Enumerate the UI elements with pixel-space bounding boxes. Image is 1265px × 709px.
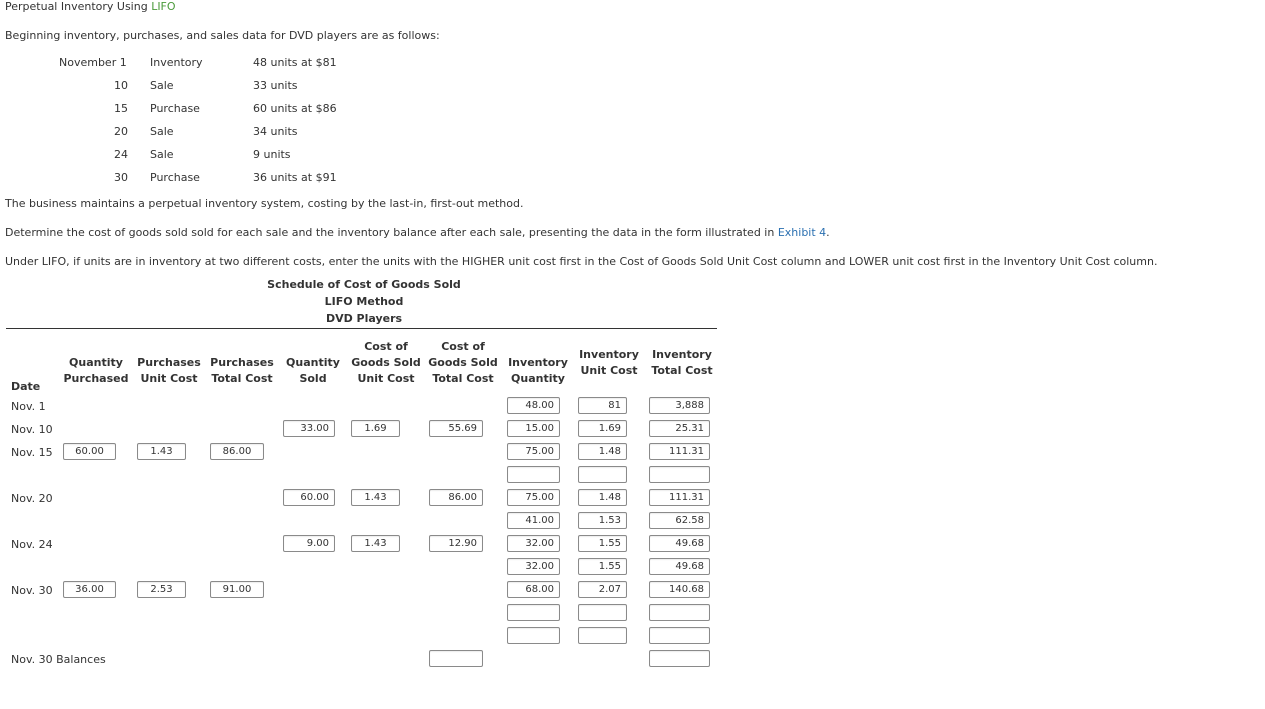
header-line: Unit Cost: [357, 372, 415, 385]
instruction-prefix: Determine the cost of goods sold sold for each sale and the inventory balance after each sale, presenting the data in the form illustrated in: [5, 226, 778, 239]
inv-total-balance-input[interactable]: [649, 650, 710, 667]
data-type: Sale: [150, 79, 174, 92]
purch-total-cost-input[interactable]: [210, 443, 264, 460]
header-line: Total Cost: [211, 372, 273, 385]
inv-unit-cost-input[interactable]: [578, 627, 627, 644]
cogs-total-balance-input[interactable]: [429, 650, 483, 667]
inv-qty-input[interactable]: [507, 420, 560, 437]
data-type: Sale: [150, 148, 174, 161]
inv-unit-cost-input[interactable]: [578, 466, 627, 483]
inv-unit-cost-input[interactable]: [578, 397, 627, 414]
row-label-nov30: Nov. 30: [11, 584, 53, 597]
header-line: Quantity: [69, 356, 123, 369]
data-type: Sale: [150, 125, 174, 138]
data-date: 20: [114, 125, 128, 138]
header-line: Sold: [299, 372, 327, 385]
header-line: Goods Sold: [428, 356, 498, 369]
cogs-unit-cost-input[interactable]: [351, 420, 400, 437]
cogs-unit-cost-input[interactable]: [351, 535, 400, 552]
col-header-date: Date: [11, 380, 41, 393]
inv-unit-cost-input[interactable]: [578, 443, 627, 460]
inv-total-cost-input[interactable]: [649, 535, 710, 552]
header-line: Cost of: [441, 340, 485, 353]
inv-qty-input[interactable]: [507, 604, 560, 621]
header-line: Purchases: [137, 356, 201, 369]
purch-unit-cost-input[interactable]: [137, 443, 186, 460]
purch-unit-cost-input[interactable]: [137, 581, 186, 598]
inv-total-cost-input[interactable]: [649, 512, 710, 529]
data-detail: 34 units: [253, 125, 298, 138]
header-line: Total Cost: [432, 372, 494, 385]
intro-text: Beginning inventory, purchases, and sales data for DVD players are as follows:: [5, 29, 440, 42]
inv-unit-cost-input[interactable]: [578, 512, 627, 529]
header-line: Cost of: [364, 340, 408, 353]
data-detail: 33 units: [253, 79, 298, 92]
header-line: Unit Cost: [580, 364, 638, 377]
row-label-nov15: Nov. 15: [11, 446, 53, 459]
inv-total-cost-input[interactable]: [649, 627, 710, 644]
system-text: The business maintains a perpetual inventory system, costing by the last-in, first-out method.: [5, 197, 524, 210]
data-date: 30: [114, 171, 128, 184]
inv-total-cost-input[interactable]: [649, 443, 710, 460]
instruction-suffix: .: [826, 226, 830, 239]
inv-total-cost-input[interactable]: [649, 420, 710, 437]
inv-qty-input[interactable]: [507, 535, 560, 552]
header-line: Quantity: [511, 372, 565, 385]
inv-qty-input[interactable]: [507, 558, 560, 575]
inv-qty-input[interactable]: [507, 581, 560, 598]
inv-qty-input[interactable]: [507, 512, 560, 529]
purch-total-cost-input[interactable]: [210, 581, 264, 598]
title-text: Perpetual Inventory Using: [5, 0, 152, 13]
col-header-inv-total-cost: [632, 347, 732, 379]
inv-qty-input[interactable]: [507, 397, 560, 414]
header-line: Quantity: [286, 356, 340, 369]
data-date: November 1: [59, 56, 127, 69]
cogs-total-cost-input[interactable]: [429, 489, 483, 506]
inv-qty-input[interactable]: [507, 466, 560, 483]
inv-total-cost-input[interactable]: [649, 558, 710, 575]
data-date: 10: [114, 79, 128, 92]
cogs-total-cost-input[interactable]: [429, 535, 483, 552]
schedule-product: DVD Players: [325, 312, 403, 325]
inv-unit-cost-input[interactable]: [578, 535, 627, 552]
data-type: Purchase: [150, 102, 200, 115]
header-line: Purchased: [63, 372, 129, 385]
lifo-link[interactable]: LIFO: [151, 0, 176, 13]
instruction-text: [5, 226, 830, 239]
qty-sold-input[interactable]: [283, 489, 335, 506]
inv-unit-cost-input[interactable]: [578, 604, 627, 621]
schedule-title: Schedule of Cost of Goods Sold: [267, 278, 461, 291]
inv-qty-input[interactable]: [507, 627, 560, 644]
inv-unit-cost-input[interactable]: [578, 420, 627, 437]
inv-total-cost-input[interactable]: [649, 466, 710, 483]
header-line: Unit Cost: [140, 372, 198, 385]
row-label-nov10: Nov. 10: [11, 423, 53, 436]
cogs-total-cost-input[interactable]: [429, 420, 483, 437]
page-title: [5, 0, 176, 13]
header-line: Inventory: [579, 348, 639, 361]
inv-unit-cost-input[interactable]: [578, 489, 627, 506]
exhibit-4-link[interactable]: Exhibit 4: [777, 226, 827, 239]
qty-sold-input[interactable]: [283, 535, 335, 552]
header-line: Inventory: [652, 348, 712, 361]
header-rule: [6, 328, 717, 329]
inv-total-cost-input[interactable]: [649, 397, 710, 414]
lifo-note: Under LIFO, if units are in inventory at two different costs, enter the units with the HIGHER unit cost first in the Cost of Goods Sold Unit Cost column and LOWER unit cost first in the Inventory Unit Cost column.: [5, 255, 1158, 268]
inv-unit-cost-input[interactable]: [578, 558, 627, 575]
inv-qty-input[interactable]: [507, 443, 560, 460]
header-line: Total Cost: [651, 364, 713, 377]
qty-purchased-input[interactable]: [63, 581, 116, 598]
row-label-nov24: Nov. 24: [11, 538, 53, 551]
inv-total-cost-input[interactable]: [649, 581, 710, 598]
data-detail: 48 units at $81: [253, 56, 337, 69]
data-type: Purchase: [150, 171, 200, 184]
qty-purchased-input[interactable]: [63, 443, 116, 460]
row-label-balances: Nov. 30 Balances: [11, 653, 106, 666]
cogs-unit-cost-input[interactable]: [351, 489, 400, 506]
inv-qty-input[interactable]: [507, 489, 560, 506]
data-date: 24: [114, 148, 128, 161]
data-detail: 60 units at $86: [253, 102, 337, 115]
inv-total-cost-input[interactable]: [649, 489, 710, 506]
data-type: Inventory: [150, 56, 203, 69]
data-detail: 36 units at $91: [253, 171, 337, 184]
header-line: Goods Sold: [351, 356, 421, 369]
inv-unit-cost-input[interactable]: [578, 581, 627, 598]
qty-sold-input[interactable]: [283, 420, 335, 437]
header-line: Purchases: [210, 356, 274, 369]
data-detail: 9 units: [253, 148, 291, 161]
data-date: 15: [114, 102, 128, 115]
header-line: Inventory: [508, 356, 568, 369]
row-label-nov20: Nov. 20: [11, 492, 53, 505]
row-label-nov1: Nov. 1: [11, 400, 46, 413]
inv-total-cost-input[interactable]: [649, 604, 710, 621]
schedule-method: LIFO Method: [324, 295, 404, 308]
